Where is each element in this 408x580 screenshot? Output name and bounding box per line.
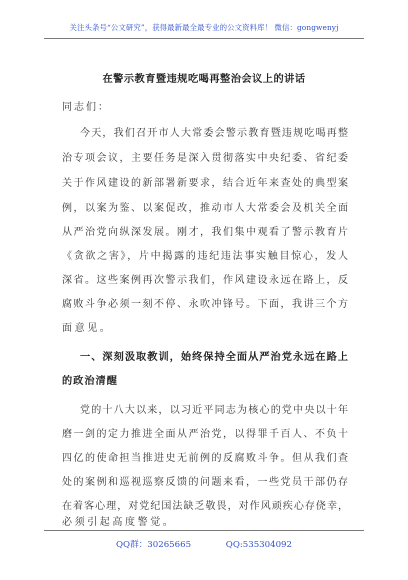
paragraph-line: 必须引起高度警觉。	[62, 517, 176, 528]
paragraph-line: 例，以案为鉴、以案促改，推动市人大常委会及机关全面	[62, 203, 348, 214]
paragraph-line: 深省。这些案例再次警示我们，作风建设永远在路上，反	[62, 275, 348, 286]
paragraph-line: 磨一剑的定力推进全面从严治党，以得罪千百人、不负十	[62, 429, 348, 440]
paragraph-line: 党的十八大以来，以习近平同志为核心的党中央以十年	[80, 405, 348, 416]
paragraph-line: 关于作风建设的新部署新要求，结合近年来查处的典型案	[62, 178, 348, 189]
paragraph-line: 处的案例和巡视巡察反馈的问题来看，一些党员干部仍存	[62, 477, 348, 488]
footer-qq-group: QQ群：30265665	[116, 540, 192, 550]
header-banner: 关注头条号“公文研究”，获得最新最全最专业的公文资料库！ 微信：gongwenyj	[69, 23, 339, 32]
paragraph-line: 今天，我们召开市人大常委会警示教育暨违规吃喝再整	[80, 128, 348, 139]
paragraph-line: 腐败斗争必须一刻不停、永吹冲锋号。下面，我讲三个方	[62, 299, 348, 310]
paragraph-line: 四亿的使命担当推进史无前例的反腐败斗争。但从我们查	[62, 453, 348, 464]
salutation: 同志们：	[62, 102, 110, 113]
document-title: 在警示教育暨违规吃喝再整治会议上的讲话	[102, 73, 306, 85]
heading-line: 的政治清醒	[62, 375, 118, 387]
heading-line: 一、深刻汲取教训，始终保持全面从严治党永远在路上	[80, 351, 348, 363]
paragraph-line: 面意见。	[62, 323, 113, 334]
paragraph-line: 从严治党向纵深发展。刚才，我们集中观看了警示教育片	[62, 227, 348, 238]
paragraph-line: 《贪欲之害》，片中揭露的违纪违法事实触目惊心，发人	[62, 251, 348, 262]
footer-divider	[44, 530, 364, 531]
paragraph-line: 在着客心理，对党纪国法缺乏敬畏，对作风顽疾心存侥幸，	[62, 501, 348, 512]
footer	[0, 538, 408, 550]
paragraph-line: 治专项会议，主要任务是深入贯彻落实中央纪委、省纪委	[62, 153, 348, 164]
header-divider	[44, 38, 364, 39]
footer-qq: QQ:535304092	[225, 540, 292, 550]
